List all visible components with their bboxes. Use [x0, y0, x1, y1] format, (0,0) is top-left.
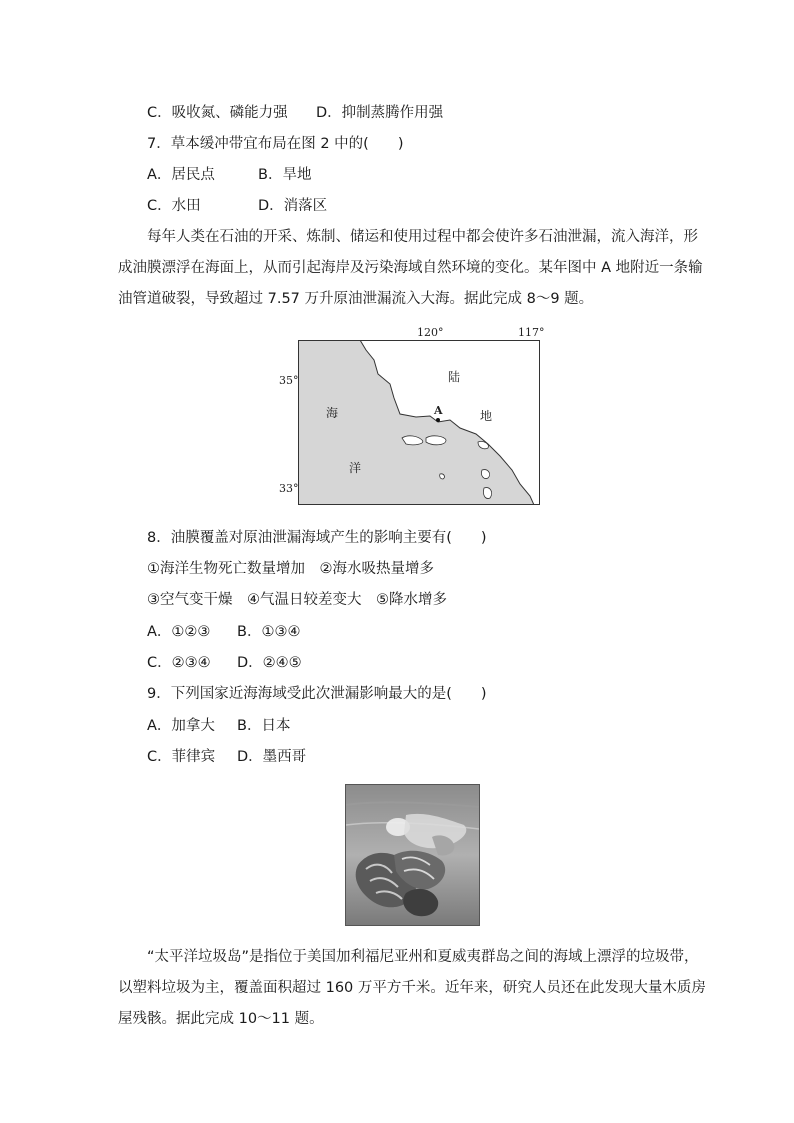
- map-label-sea-2: 洋: [349, 461, 362, 475]
- island-4: [481, 470, 489, 479]
- q8-stem: 8．油膜覆盖对原油泄漏海域产生的影响主要有( ): [147, 530, 487, 546]
- map-lon-117: 117°: [518, 326, 545, 339]
- q8-option-c: C．②③④: [147, 655, 211, 671]
- q9-option-b: B．日本: [237, 718, 291, 734]
- q8-items-1: ①海洋生物死亡数量增加 ②海水吸热量增多: [147, 561, 434, 577]
- passage2-line1: “太平洋垃圾岛”是指位于美国加利福尼亚州和夏威夷群岛之间的海域上漂浮的垃圾带，: [147, 949, 699, 965]
- coastal-map: [298, 340, 540, 505]
- q7-option-d: D．消落区: [258, 198, 328, 214]
- passage1-line3: 油管道破裂，导致超过 7.57 万升原油泄漏流入大海。据此完成 8～9 题。: [118, 291, 594, 307]
- q8-option-a: A．①②③: [147, 624, 211, 640]
- map-label-land-2: 地: [480, 409, 493, 423]
- map-label-land-1: 陆: [448, 370, 461, 384]
- passage2-line2: 以塑料垃圾为主，覆盖面积超过 160 万平方千米。近年来，研究人员还在此发现大量木质房: [118, 980, 706, 996]
- map-lon-120: 120°: [417, 326, 444, 339]
- island-2: [426, 436, 446, 445]
- coastal-map-figure: [298, 340, 540, 505]
- island-5: [483, 488, 491, 499]
- island-6: [440, 474, 445, 479]
- q7-option-c: C．水田: [147, 198, 201, 214]
- q6-option-c: C．吸收氮、磷能力强: [147, 105, 288, 121]
- q9-stem: 9．下列国家近海海域受此次泄漏影响最大的是( ): [147, 686, 487, 702]
- q7-stem: 7．草本缓冲带宜布局在图 2 中的( ): [147, 136, 404, 152]
- q9-option-d: D．墨西哥: [237, 749, 307, 765]
- q9-option-c: C．菲律宾: [147, 749, 216, 765]
- passage2-line3: 屋残骸。据此完成 10～11 题。: [118, 1011, 324, 1027]
- passage1-line1: 每年人类在石油的开采、炼制、储运和使用过程中都会使许多石油泄漏，流入海洋，形: [147, 229, 698, 245]
- map-lat-35: 35°: [279, 374, 299, 387]
- garbage-photo-image: [346, 785, 479, 925]
- q7-option-b: B．旱地: [258, 167, 312, 183]
- map-lat-33: 33°: [279, 482, 299, 495]
- map-label-sea-1: 海: [326, 406, 339, 420]
- passage1-line2: 成油膜漂浮在海面上，从而引起海岸及污染海域自然环境的变化。某年图中 A 地附近一条输: [118, 260, 703, 276]
- map-label-point-a: A: [434, 404, 443, 417]
- q6-option-d: D．抑制蒸腾作用强: [316, 105, 444, 121]
- q7-option-a: A．居民点: [147, 167, 215, 183]
- q8-items-2: ③空气变干燥 ④气温日较差变大 ⑤降水增多: [147, 592, 447, 608]
- garbage-photo: [345, 784, 480, 926]
- point-a-marker: [436, 418, 440, 422]
- q8-option-b: B．①③④: [237, 624, 301, 640]
- q9-option-a: A．加拿大: [147, 718, 215, 734]
- q8-option-d: D．②④⑤: [237, 655, 302, 671]
